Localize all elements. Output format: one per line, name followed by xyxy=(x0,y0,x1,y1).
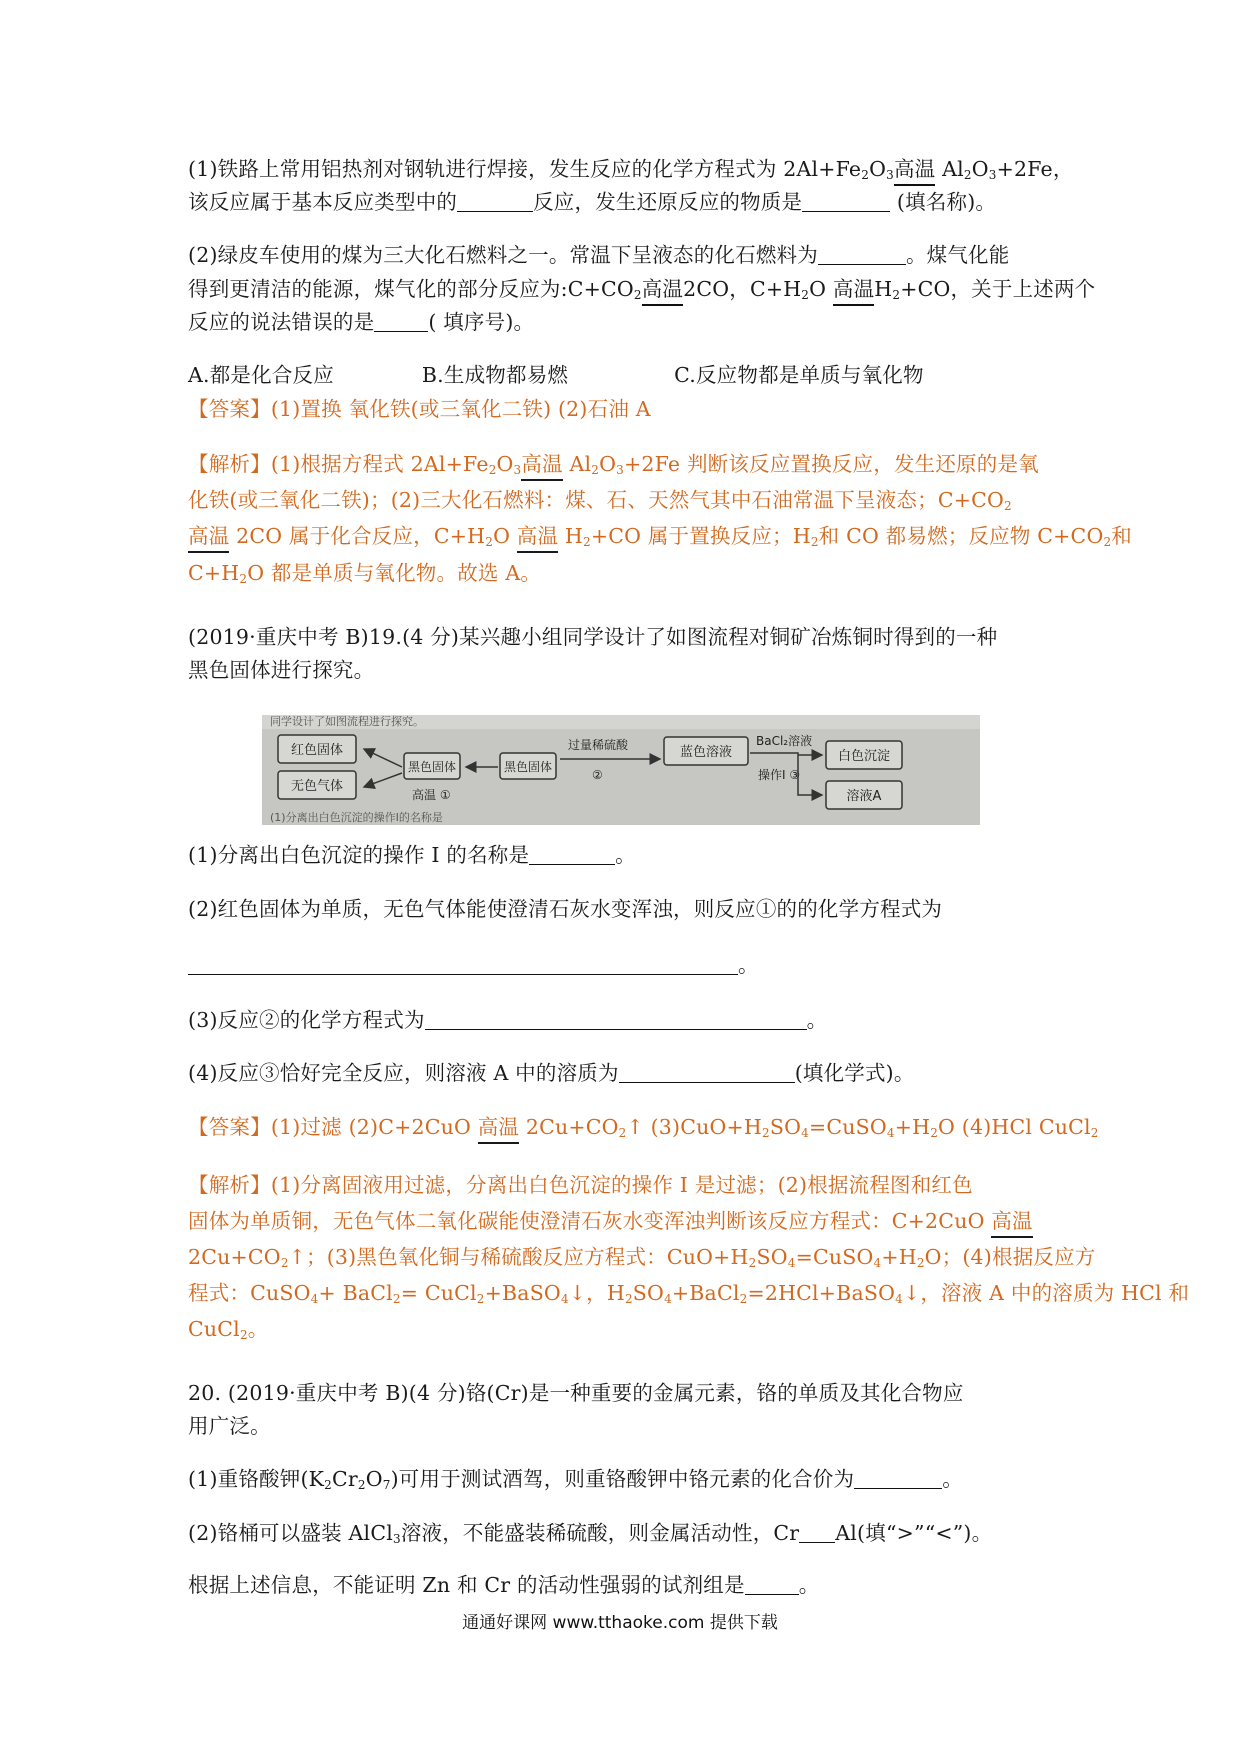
answer-blank[interactable] xyxy=(818,244,906,265)
q18-part1-line1: (1)铁路上常用铝热剂对钢轨进行焊接，发生反应的化学方程式为 $2Al+Fe_2O_3$高温 $Al_2O_3+2Fe$， xyxy=(188,154,1074,190)
q19-sub3: (3)反应②的化学方程式为 。 xyxy=(188,1008,828,1032)
red-solid-box xyxy=(278,735,356,763)
answer-blank[interactable] xyxy=(854,1468,942,1489)
q18-part2-line2: 得到更清洁的能源，煤气化的部分反应为$:C+CO_2$高温2CO，$C+H_2O$ 高温$H_2+CO$，关于上述两个 xyxy=(188,274,1095,310)
answer-blank[interactable] xyxy=(425,1009,807,1030)
page-footer: 通通好课网 www.tthaoke.com 提供下载 xyxy=(462,1613,778,1633)
q18-part2-line3: 反应的说法错误的是 ( 填序号)。 xyxy=(188,310,535,334)
q18-part2-line1: (2)绿皮车使用的煤为三大化石燃料之一。常温下呈液态的化石燃料为 。煤气化能 xyxy=(188,243,1010,267)
blue-solution-label: 蓝色溶液 xyxy=(679,745,733,760)
black-solid-label: 黑色固体 xyxy=(407,760,457,774)
q20-sub3: 根据上述信息，不能证明 Zn 和 Cr 的活动性强弱的试剂组是 。 xyxy=(188,1573,820,1597)
q20-sub2: (2)铬桶可以盛装 AlCl$_3$溶液，不能盛装稀硫酸，则金属活动性，Cr Al(填“>”“<”)。 xyxy=(188,1521,993,1546)
step-2-label: ② xyxy=(592,768,603,782)
q19-sub2-answer-line: 。 xyxy=(188,950,759,980)
condition-high-temp: 高温 xyxy=(188,521,229,553)
q18-analysis-line4: $C+H_2O$ 都是单质与氧化物。故选 A。 xyxy=(188,561,542,586)
q19-sub2: (2)红色固体为单质，无色气体能使澄清石灰水变浑浊，则反应①的的化学方程式为 xyxy=(188,897,943,921)
high-temp-label: 高温 ① xyxy=(412,788,451,802)
condition-high-temp: 高温 xyxy=(991,1206,1032,1238)
option-c: C.反应物都是单质与氧化物 xyxy=(674,363,924,387)
q19-answer: 【答案】(1)过滤 (2)C+2CuO 高温 $2Cu+CO_2↑$ $(3)CuO+H_2SO_4=CuSO_4+H_2O$ (4)HCl CuCl$_2$ xyxy=(188,1112,1099,1148)
q20-stem-line2: 用广泛。 xyxy=(188,1414,271,1438)
condition-high-temp: 高温 xyxy=(517,521,558,553)
operation-1-label: 操作Ⅰ ③ xyxy=(758,768,801,782)
diagram-top-text: 同学设计了如图流程进行探究。 xyxy=(270,715,424,728)
flow-diagram xyxy=(262,715,980,825)
answer-blank[interactable] xyxy=(188,954,738,975)
white-precipitate-box xyxy=(826,741,902,769)
q19-analysis-line5: CuCl$_2$。 xyxy=(188,1317,269,1342)
colorless-gas-label: 无色气体 xyxy=(290,779,344,794)
white-precipitate-label: 白色沉淀 xyxy=(837,749,891,764)
q19-analysis-line2: 固体为单质铜，无色气体二氧化碳能使澄清石灰水变浑浊判断该反应方程式：C+2CuO 高温 xyxy=(188,1206,1033,1238)
option-a: A.都是化合反应 xyxy=(188,363,334,387)
option-b: B.生成物都易燃 xyxy=(421,363,569,387)
solution-a-label: 溶液A xyxy=(846,789,882,804)
q18-answer: 【答案】(1)置换 氧化铁(或三氧化二铁) (2)石油 A xyxy=(188,397,651,421)
answer-blank[interactable] xyxy=(619,1062,795,1083)
q19-sub1: (1)分离出白色沉淀的操作 I 的名称是 。 xyxy=(188,843,636,867)
analysis-tag: 【解析】 xyxy=(188,1173,271,1197)
q18-analysis-line3: 高温 2CO 属于化合反应，$C+H_2O$ 高温 $H_2+CO$ 属于置换反应；$H_2$和 CO 都易燃；反应物 $C+CO_2$和 xyxy=(188,521,1132,557)
answer-tag: 【答案】 xyxy=(188,1115,271,1139)
answer-blank[interactable] xyxy=(457,191,533,212)
q19-analysis-line4: 程式：CuSO$_4$+ BaCl$_2$= CuCl$_2$+BaSO$_4$↓，$H_2SO_4+BaCl_2=2HCl+BaSO_4↓$，溶液 A 中的溶质为 HCl 和 xyxy=(188,1281,1190,1306)
answer-blank[interactable] xyxy=(745,1574,799,1595)
q19-sub4: (4)反应③恰好完全反应，则溶液 A 中的溶质为 (填化学式)。 xyxy=(188,1061,915,1085)
solution-a-box xyxy=(826,781,902,809)
colorless-gas-box xyxy=(278,771,356,799)
answer-blank[interactable] xyxy=(529,844,615,865)
condition-high-temp: 高温 xyxy=(521,449,562,481)
q20-sub1: (1)重铬酸钾$(K_2Cr_2O_7)$可用于测试酒驾，则重铬酸钾中铬元素的化合价为 。 xyxy=(188,1467,963,1492)
q19-analysis-line3: $2Cu+CO_2↑$；(3)黑色氧化铜与稀硫酸反应方程式：$CuO+H_2SO_4=CuSO_4+H_2O$；(4)根据反应方 xyxy=(188,1245,1096,1270)
q19-stem-line1: (2019·重庆中考 B)19.(4 分)某兴趣小组同学设计了如图流程对铜矿冶炼铜时得到的一种 xyxy=(188,625,998,649)
q18-part1-line2: 该反应属于基本反应类型中的 反应，发生还原反应的物质是 (填名称)。 xyxy=(188,190,997,214)
answer-blank[interactable] xyxy=(802,191,890,212)
analysis-tag: 【解析】 xyxy=(188,452,271,476)
q18-analysis-line1: 【解析】(1)根据方程式 $2Al+Fe_2O_3$高温 $Al_2O_3+2Fe$ 判断该反应置换反应，发生还原的是氧 xyxy=(188,449,1039,485)
dilute-acid-label: 过量稀硫酸 xyxy=(568,738,629,752)
bacl2-label: BaCl₂溶液 xyxy=(756,734,813,748)
q19-stem-line2: 黑色固体进行探究。 xyxy=(188,658,375,682)
diagram-bottom-text: (1)分离出白色沉淀的操作Ⅰ的名称是 xyxy=(270,811,443,824)
condition-high-temp: 高温 xyxy=(894,154,935,186)
black-solid-box-1 xyxy=(404,753,460,779)
answer-blank[interactable] xyxy=(374,311,428,332)
condition-high-temp: 高温 xyxy=(642,274,683,306)
q18-options xyxy=(188,360,924,390)
answer-tag: 【答案】 xyxy=(188,397,271,421)
blue-solution-box xyxy=(664,737,748,765)
answer-blank[interactable] xyxy=(799,1522,835,1543)
q19-analysis-line1: 【解析】(1)分离固液用过滤，分离出白色沉淀的操作 I 是过滤；(2)根据流程图和红色 xyxy=(188,1173,973,1197)
flow-diagram-photo xyxy=(262,715,980,825)
condition-high-temp: 高温 xyxy=(833,274,874,306)
black-solid-label: 黑色固体 xyxy=(503,760,553,774)
q20-stem-line1: 20. (2019·重庆中考 B)(4 分)铬(Cr)是一种重要的金属元素，铬的单质及其化合物应 xyxy=(188,1381,964,1405)
red-solid-label: 红色固体 xyxy=(290,743,344,758)
black-solid-box-2 xyxy=(500,753,556,779)
condition-high-temp: 高温 xyxy=(478,1112,519,1144)
q18-analysis-line2: 化铁(或三氧化二铁)；(2)三大化石燃料：煤、石、天然气其中石油常温下呈液态；$C+CO_2$ xyxy=(188,488,1012,513)
